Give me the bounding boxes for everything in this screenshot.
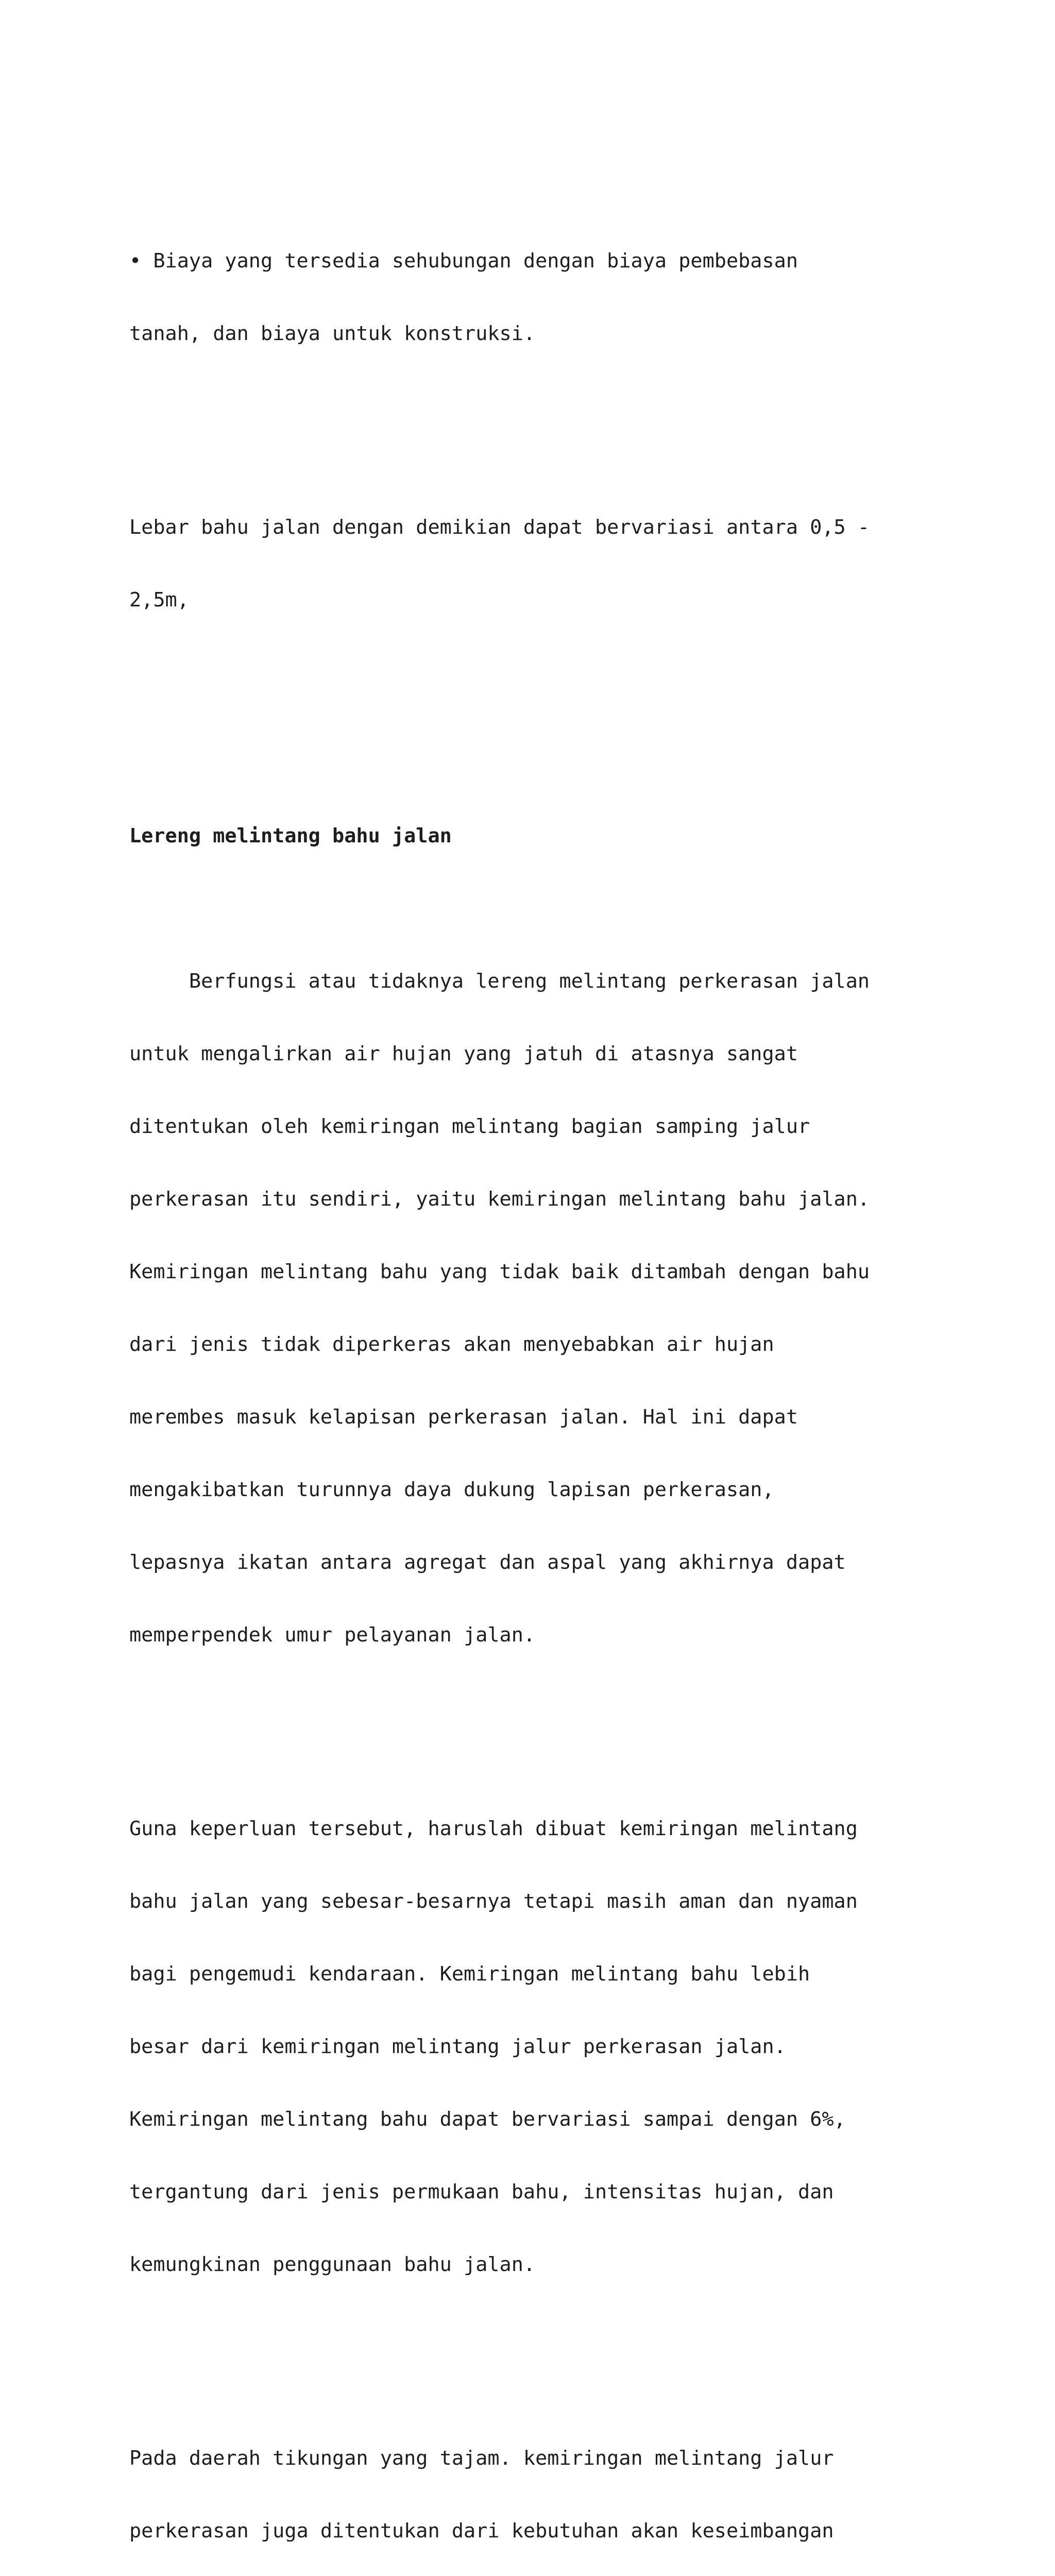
text-line: bahu jalan yang sebesar-besarnya tetapi masih aman dan nyaman (129, 1890, 858, 1913)
spacer (129, 733, 943, 751)
text-line: untuk mengalirkan air hujan yang jatuh di atasnya sangat (129, 1042, 798, 1065)
text-line: Berfungsi atau tidaknya lereng melintang perkerasan jalan (129, 970, 870, 993)
text-line: Kemiringan melintang bahu yang tidak baik ditambah dengan bahu (129, 1260, 870, 1283)
text-line: mengakibatkan turunnya daya dukung lapisan perkerasan, (129, 1478, 774, 1501)
text-line: perkerasan itu sendiri, yaitu kemiringan melintang bahu jalan. (129, 1188, 870, 1211)
text-line: dari jenis tidak diperkeras akan menyebabkan air hujan (129, 1333, 774, 1356)
text-line: Pada daerah tikungan yang tajam. kemiringan melintang jalur (129, 2447, 834, 2470)
text-line: besar dari kemiringan melintang jalur perkerasan jalan. (129, 2035, 786, 2058)
document-body (129, 128, 943, 2576)
text-line: tergantung dari jenis permukaan bahu, intensitas hujan, dan (129, 2180, 834, 2204)
text-line: 2,5m, (129, 588, 189, 612)
text-line: Kemiringan melintang bahu dapat bervariasi sampai dengan 6%, (129, 2108, 846, 2131)
text-line: Guna keperluan tersebut, haruslah dibuat kemiringan melintang (129, 1817, 858, 1840)
paragraph-lereng-2 (129, 1768, 943, 2325)
paragraph-biaya-bullet (129, 200, 943, 394)
paragraph-lebar-bahu (129, 467, 943, 660)
text-line: perkerasan juga ditentukan dari kebutuhan akan keseimbangan (129, 2519, 834, 2543)
text-line: memperpendek umur pelayanan jalan. (129, 1623, 536, 1647)
paragraph-lereng-3 (129, 2398, 943, 2576)
text-line: • Biaya yang tersedia sehubungan dengan biaya pembebasan (129, 249, 798, 273)
text-line: tanah, dan biaya untuk konstruksi. (129, 322, 536, 345)
text-line: merembes masuk kelapisan perkerasan jalan. Hal ini dapat (129, 1405, 798, 1429)
heading-lereng-melintang: Lereng melintang bahu jalan (129, 824, 452, 848)
text-line: bagi pengemudi kendaraan. Kemiringan melintang bahu lebih (129, 1962, 810, 1986)
text-line: Lebar bahu jalan dengan demikian dapat bervariasi antara 0,5 - (129, 516, 870, 539)
text-line: ditentukan oleh kemiringan melintang bagian samping jalur (129, 1115, 810, 1138)
text-line: lepasnya ikatan antara agregat dan aspal yang akhirnya dapat (129, 1551, 846, 1574)
paragraph-lereng-1 (129, 921, 943, 1696)
text-line: kemungkinan penggunaan bahu jalan. (129, 2253, 536, 2276)
